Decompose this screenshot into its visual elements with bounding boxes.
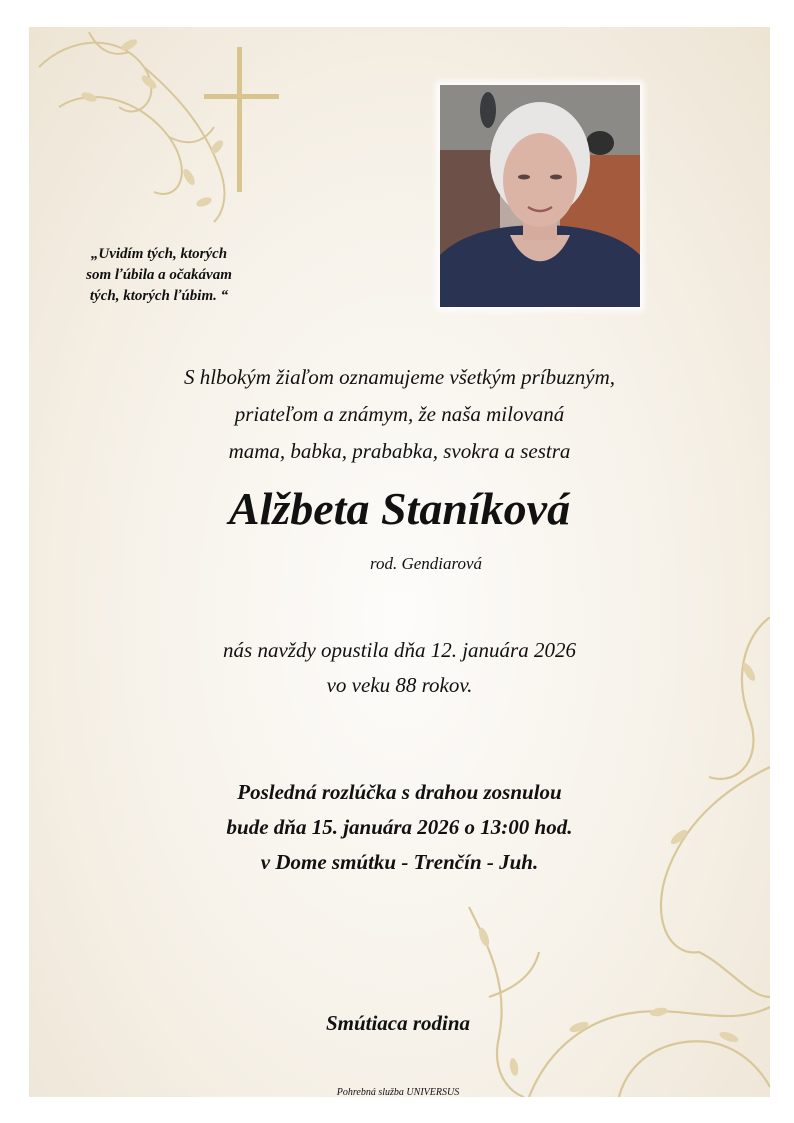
obituary-card	[29, 27, 770, 1097]
funeral-service-credit: Pohrebná služba UNIVERSUS	[336, 1087, 460, 1097]
quote-line: tých, ktorých ľúbim. “	[89, 288, 229, 304]
farewell-line: Posledná rozlúčka s drahou zosnulou	[237, 780, 562, 804]
portrait-photo	[440, 85, 640, 307]
quote-line: som ľúbila a očakávam	[86, 267, 232, 283]
cross-icon	[204, 47, 279, 192]
farewell-line: v Dome smútku - Trenčín - Juh.	[260, 850, 539, 874]
death-line: nás navždy opustila dňa 12. januára 2026	[223, 638, 576, 662]
farewell-line: bude dňa 15. januára 2026 o 13:00 hod.	[226, 815, 573, 839]
farewell-info	[29, 775, 770, 880]
maiden-name: rod. Gendiarová	[369, 554, 483, 573]
death-line: vo veku 88 rokov.	[326, 673, 473, 697]
intro-line: S hlbokým žiaľom oznamujeme všetkým príbuzným,	[183, 365, 616, 389]
deceased-name: Alžbeta Staníková	[228, 483, 571, 534]
announcement-intro	[29, 359, 770, 470]
intro-line: priateľom a známym, že naša milovaná	[234, 402, 565, 426]
intro-line: mama, babka, prababka, svokra a sestra	[228, 439, 571, 463]
quote-line: „Uvidím tých, ktorých	[90, 246, 228, 262]
death-info	[29, 633, 770, 703]
signature: Smútiaca rodina	[325, 1011, 471, 1035]
memorial-quote	[59, 244, 259, 307]
